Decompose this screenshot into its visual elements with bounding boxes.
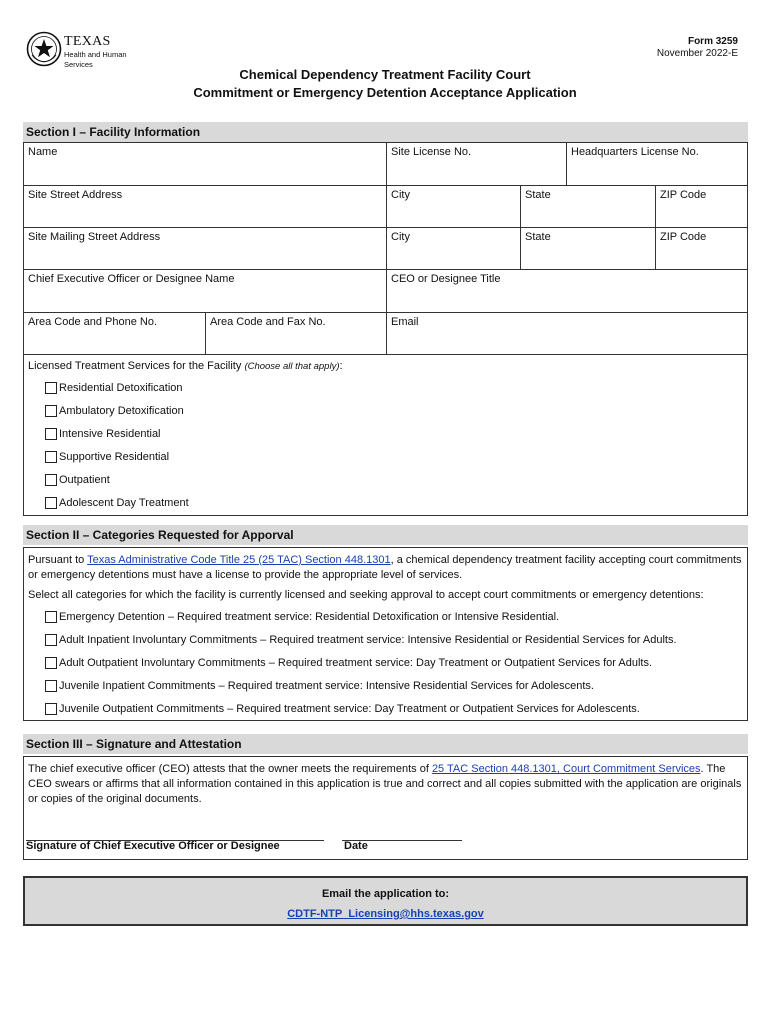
site-street-label: Site Street Address [28, 189, 123, 201]
ceo-title-label: CEO or Designee Title [391, 273, 501, 285]
fax-label: Area Code and Fax No. [210, 316, 326, 328]
services-label: Licensed Treatment Services for the Facility [28, 360, 242, 372]
site-zip-field[interactable] [655, 186, 747, 227]
section-1-heading: Section I – Facility Information [23, 122, 748, 142]
service-option-label: Residential Detoxification [59, 381, 183, 394]
select-instructions: Select all categories for which the facility is currently licensed and seeking approval to accept court commitments or emergency detentions: [28, 589, 704, 601]
service-option-label: Intensive Residential [59, 427, 161, 440]
service-option-label: Adolescent Day Treatment [59, 496, 189, 509]
checkbox[interactable] [45, 451, 57, 463]
email-submission-box [23, 876, 748, 926]
category-option-label: Adult Outpatient Involuntary Commitments – Required treatment service: Day Treatment or Outpatient Services for Adults. [59, 656, 653, 669]
mailing-street-field[interactable] [24, 228, 386, 269]
hq-license-field[interactable] [566, 143, 747, 185]
form-identifier [657, 36, 738, 60]
category-option-label: Adult Inpatient Involuntary Commitments – Required treatment service: Intensive Residential or Residential Services for Adults. [59, 633, 677, 646]
mailing-city-field[interactable] [386, 228, 520, 269]
facility-info-grid [23, 142, 748, 516]
name-label: Name [28, 146, 58, 158]
service-option[interactable] [45, 399, 743, 422]
hq-license-label: Headquarters License No. [571, 146, 699, 158]
checkbox[interactable] [45, 382, 57, 394]
mailing-street-label: Site Mailing Street Address [28, 231, 161, 243]
checkbox[interactable] [45, 703, 57, 715]
title-line-1: Chemical Dependency Treatment Facility Court [239, 67, 531, 82]
court-commitment-link[interactable]: 25 TAC Section 448.1301, Court Commitment Services [431, 763, 701, 775]
checkbox[interactable] [45, 611, 57, 623]
category-option[interactable] [45, 651, 743, 674]
page-title [0, 66, 770, 102]
section-2-heading: Section II – Categories Requested for Apporval [23, 525, 748, 545]
mailing-state-label: State [525, 231, 551, 243]
mailing-zip-field[interactable] [655, 228, 747, 269]
category-option-label: Juvenile Outpatient Commitments – Required treatment service: Day Treatment or Outpatient Services for Adolescents. [59, 702, 640, 715]
checkbox[interactable] [45, 428, 57, 440]
ceo-name-label: Chief Executive Officer or Designee Name [28, 273, 235, 285]
categories-block [23, 547, 748, 721]
service-option-label: Supportive Residential [59, 450, 170, 463]
checkbox[interactable] [45, 474, 57, 486]
mailing-city-label: City [391, 231, 410, 243]
mailing-state-field[interactable] [520, 228, 655, 269]
service-option-label: Ambulatory Detoxification [59, 404, 184, 417]
email-label: Email [391, 316, 419, 328]
logo-subtitle-1: Health and Human [64, 50, 127, 59]
services-block [24, 355, 747, 515]
category-option[interactable] [45, 697, 743, 720]
services-note: (Choose all that apply) [244, 361, 340, 372]
site-state-field[interactable] [520, 186, 655, 227]
service-option[interactable] [45, 468, 743, 491]
form-number: Form 3259 [687, 36, 738, 47]
fax-field[interactable] [205, 313, 386, 354]
category-option-label: Emergency Detention – Required treatment service: Residential Detoxification or Intensive Residential. [59, 610, 560, 623]
attest-text-pre: The chief executive officer (CEO) attests that the owner meets the requirements of [28, 763, 432, 775]
ceo-name-field[interactable] [24, 270, 386, 312]
tac-link[interactable]: Texas Administrative Code Title 25 (25 TAC) Section 448.1301 [87, 554, 391, 566]
attest-text-post: . The CEO swears or affirms that all information contained in this application is true and correct and all copies submitted with the application are originals or copies of the original documents. [28, 763, 742, 805]
service-option-label: Outpatient [59, 473, 110, 486]
site-city-field[interactable] [386, 186, 520, 227]
service-option[interactable] [45, 376, 743, 399]
service-option[interactable] [45, 491, 743, 514]
attestation-text [28, 762, 743, 807]
logo-subtitle-2: Services [64, 60, 93, 69]
mailing-zip-label: ZIP Code [660, 231, 707, 243]
category-option[interactable] [45, 605, 743, 628]
logo-wordmark: TEXAS [64, 34, 111, 49]
signature-label: Signature of Chief Executive Officer or Designee [26, 840, 280, 852]
checkbox[interactable] [45, 657, 57, 669]
category-option[interactable] [45, 674, 743, 697]
ceo-title-field[interactable] [386, 270, 747, 312]
title-line-2: Commitment or Emergency Detention Acceptance Application [193, 85, 577, 100]
site-state-label: State [525, 189, 551, 201]
service-option[interactable] [45, 445, 743, 468]
services-heading [28, 360, 743, 372]
checkbox[interactable] [45, 634, 57, 646]
site-license-field[interactable] [386, 143, 566, 185]
intro-text-pre: Pursuant to [28, 554, 88, 566]
category-option[interactable] [45, 628, 743, 651]
site-street-field[interactable] [24, 186, 386, 227]
checkbox[interactable] [45, 680, 57, 692]
service-option[interactable] [45, 422, 743, 445]
hhs-logo [26, 31, 146, 71]
category-option-label: Juvenile Inpatient Commitments – Required treatment service: Intensive Residential Services for Adolescents. [59, 679, 594, 692]
email-field[interactable] [386, 313, 747, 354]
checkbox[interactable] [45, 405, 57, 417]
name-field[interactable] [24, 143, 386, 185]
categories-intro [28, 553, 743, 583]
checkbox[interactable] [45, 497, 57, 509]
phone-label: Area Code and Phone No. [28, 316, 158, 328]
section-3-heading: Section III – Signature and Attestation [23, 734, 748, 754]
site-license-label: Site License No. [391, 146, 472, 158]
site-zip-label: ZIP Code [660, 189, 707, 201]
date-label: Date [344, 840, 368, 852]
texas-seal-icon [26, 31, 62, 67]
form-date: November 2022-E [656, 48, 738, 59]
intro-text-post: , a chemical dependency treatment facility accepting court commitments or emergency detentions must have a license to provide the appropriate level of services. [28, 554, 742, 581]
site-city-label: City [391, 189, 410, 201]
email-instruction: Email the application to: [321, 888, 450, 900]
services-colon: : [339, 360, 343, 372]
submission-email-link[interactable]: CDTF-NTP_Licensing@hhs.texas.gov [287, 908, 484, 920]
phone-field[interactable] [24, 313, 205, 354]
